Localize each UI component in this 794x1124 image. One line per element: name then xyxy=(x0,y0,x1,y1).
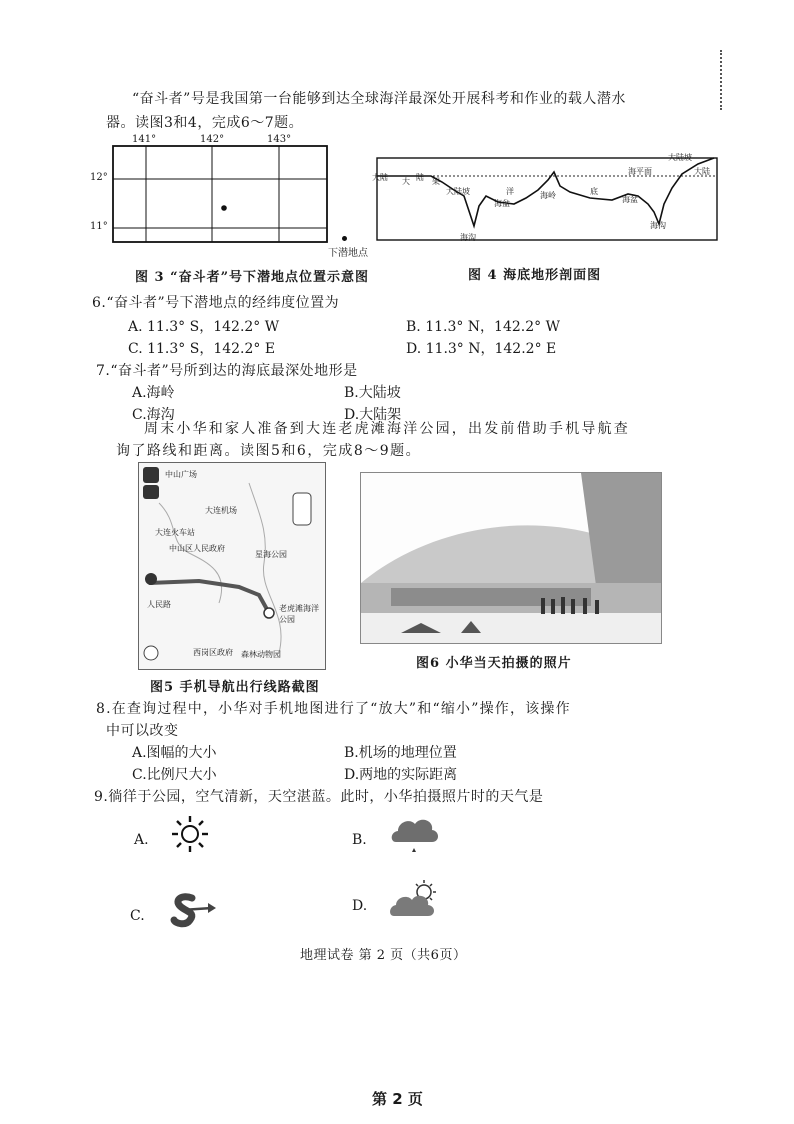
figure-3-map xyxy=(108,134,348,254)
lat-label-12: 12° xyxy=(90,172,108,183)
label-haipen-right: 海盆 xyxy=(622,195,638,204)
q6-option-d[interactable]: D. 11.3° N，142.2° E xyxy=(406,341,557,357)
intro2-line-2: 询了路线和距离。读图5和6，完成8～9题。 xyxy=(116,443,422,459)
q9-option-a-label[interactable]: A. xyxy=(134,832,149,848)
q7-option-d[interactable]: D.大陆架 xyxy=(344,407,402,423)
lon-label-141: 141° xyxy=(132,134,157,145)
label-podo-right: 大陆坡 xyxy=(668,153,692,162)
light-rain-icon-svg xyxy=(390,812,440,856)
figure-5-caption: 图5 手机导航出行线路截图 xyxy=(150,680,320,695)
label-da: 大 xyxy=(402,177,410,186)
q9-option-c-label[interactable]: C. xyxy=(130,908,145,924)
zoom-control[interactable] xyxy=(293,493,311,525)
layer-button-bg xyxy=(143,485,159,499)
q6-stem: 6.“奋斗者”号下潜地点的经纬度位置为 xyxy=(92,295,340,311)
q7-option-b[interactable]: B.大陆坡 xyxy=(344,385,401,401)
q6-option-a[interactable]: A. 11.3° S，142.2° W xyxy=(128,319,280,335)
destination-marker xyxy=(264,608,274,618)
start-marker xyxy=(145,573,157,585)
figure-6-photo xyxy=(361,473,661,643)
map-label-airport: 大连机场 xyxy=(205,506,237,515)
q7-option-c[interactable]: C.海沟 xyxy=(132,407,175,423)
q9-stem: 9.徜徉于公园，空气清新，天空湛蓝。此时，小华拍摄照片时的天气是 xyxy=(94,789,544,805)
intro-line-1: “奋斗者”号是我国第一台能够到达全球海洋最深处开展科考和作业的载人潜水 xyxy=(132,91,626,107)
map-label-zoo: 森林动物园 xyxy=(241,650,281,659)
sunny-icon[interactable] xyxy=(170,814,210,854)
light-rain-icon[interactable] xyxy=(390,812,440,856)
figure-3-caption: 图 3 “奋斗者”号下潜地点位置示意图 xyxy=(135,270,370,285)
figure-4 xyxy=(372,152,720,248)
page-number: 第 2 页 xyxy=(372,1090,423,1108)
label-sea-level: 海平面 xyxy=(628,167,652,176)
figure-5 xyxy=(138,462,326,670)
q7-stem: 7.“奋斗者”号所到达的海底最深处地形是 xyxy=(96,363,358,379)
intro2-line-1: 周末小华和家人准备到大连老虎滩海洋公园，出发前借助手机导航查 xyxy=(144,421,630,437)
label-continent-left: 大陆 xyxy=(372,173,388,182)
label-hailing: 海岭 xyxy=(540,191,556,200)
lat-label-11: 11° xyxy=(90,221,108,232)
figure-5-map xyxy=(139,463,325,669)
wind-icon[interactable] xyxy=(168,890,218,930)
map-label-station: 大连火车站 xyxy=(155,528,195,537)
label-continent-right: 大陆 xyxy=(694,167,710,176)
label-yang: 洋 xyxy=(506,187,514,196)
label-podo-left: 大陆坡 xyxy=(446,187,470,196)
lon-label-142: 142° xyxy=(200,134,225,145)
q9-option-d-label[interactable]: D. xyxy=(352,898,368,914)
partly-cloudy-icon-svg xyxy=(390,878,442,920)
label-trench-right: 海沟 xyxy=(650,221,666,230)
q8-option-b[interactable]: B.机场的地理位置 xyxy=(344,745,457,761)
back-button-bg xyxy=(143,467,159,483)
legend-dive-point: 下潜地点 xyxy=(328,248,368,259)
q9-option-b-label[interactable]: B. xyxy=(352,832,367,848)
map-label-renmin: 人民路 xyxy=(147,600,171,609)
intro-line-2: 器。读图3和4，完成6～7题。 xyxy=(106,115,304,131)
figure-3 xyxy=(90,134,348,254)
partly-cloudy-icon[interactable] xyxy=(390,878,442,920)
margin-binding-marks xyxy=(720,50,724,110)
figure-6-caption: 图6 小华当天拍摄的照片 xyxy=(416,656,572,671)
label-trench-left: 海沟 xyxy=(460,233,476,242)
q7-option-a[interactable]: A.海岭 xyxy=(132,385,175,401)
map-label-laohutan: 老虎滩海洋公园 xyxy=(279,604,319,624)
label-haipen-left: 海盆 xyxy=(494,199,510,208)
label-lu: 陆 xyxy=(416,173,424,182)
legend-dot xyxy=(342,236,347,241)
figure-4-caption: 图 4 海底地形剖面图 xyxy=(468,268,602,283)
q8-option-c[interactable]: C.比例尺大小 xyxy=(132,767,217,783)
label-di: 底 xyxy=(590,187,598,196)
ground xyxy=(361,613,661,643)
q8-option-a[interactable]: A.图幅的大小 xyxy=(132,745,217,761)
map-label-xigang: 西岗区政府 xyxy=(193,648,233,657)
lon-label-143: 143° xyxy=(267,134,292,145)
q8-option-d[interactable]: D.两地的实际距离 xyxy=(344,767,458,783)
q8-stem-line-1: 8.在查询过程中，小华对手机地图进行了“放大”和“缩小”操作，该操作 xyxy=(96,701,571,717)
wind-icon-svg xyxy=(168,890,218,930)
map-label-park: 星海公园 xyxy=(255,550,287,559)
exam-footer: 地理试卷 第 2 页（共6页） xyxy=(300,948,467,963)
dive-point xyxy=(221,205,227,211)
label-jia: 架 xyxy=(432,177,440,186)
q8-stem-line-2: 中可以改变 xyxy=(106,723,179,739)
q6-option-b[interactable]: B. 11.3° N，142.2° W xyxy=(406,319,560,335)
figure-6 xyxy=(360,472,662,644)
map-label-top: 中山广场 xyxy=(165,470,197,479)
map-label-zhongshan: 中山区人民政府 xyxy=(169,544,225,553)
locate-button[interactable] xyxy=(144,646,158,660)
sunny-icon-svg xyxy=(170,814,210,854)
q6-option-c[interactable]: C. 11.3° S，142.2° E xyxy=(128,341,276,357)
